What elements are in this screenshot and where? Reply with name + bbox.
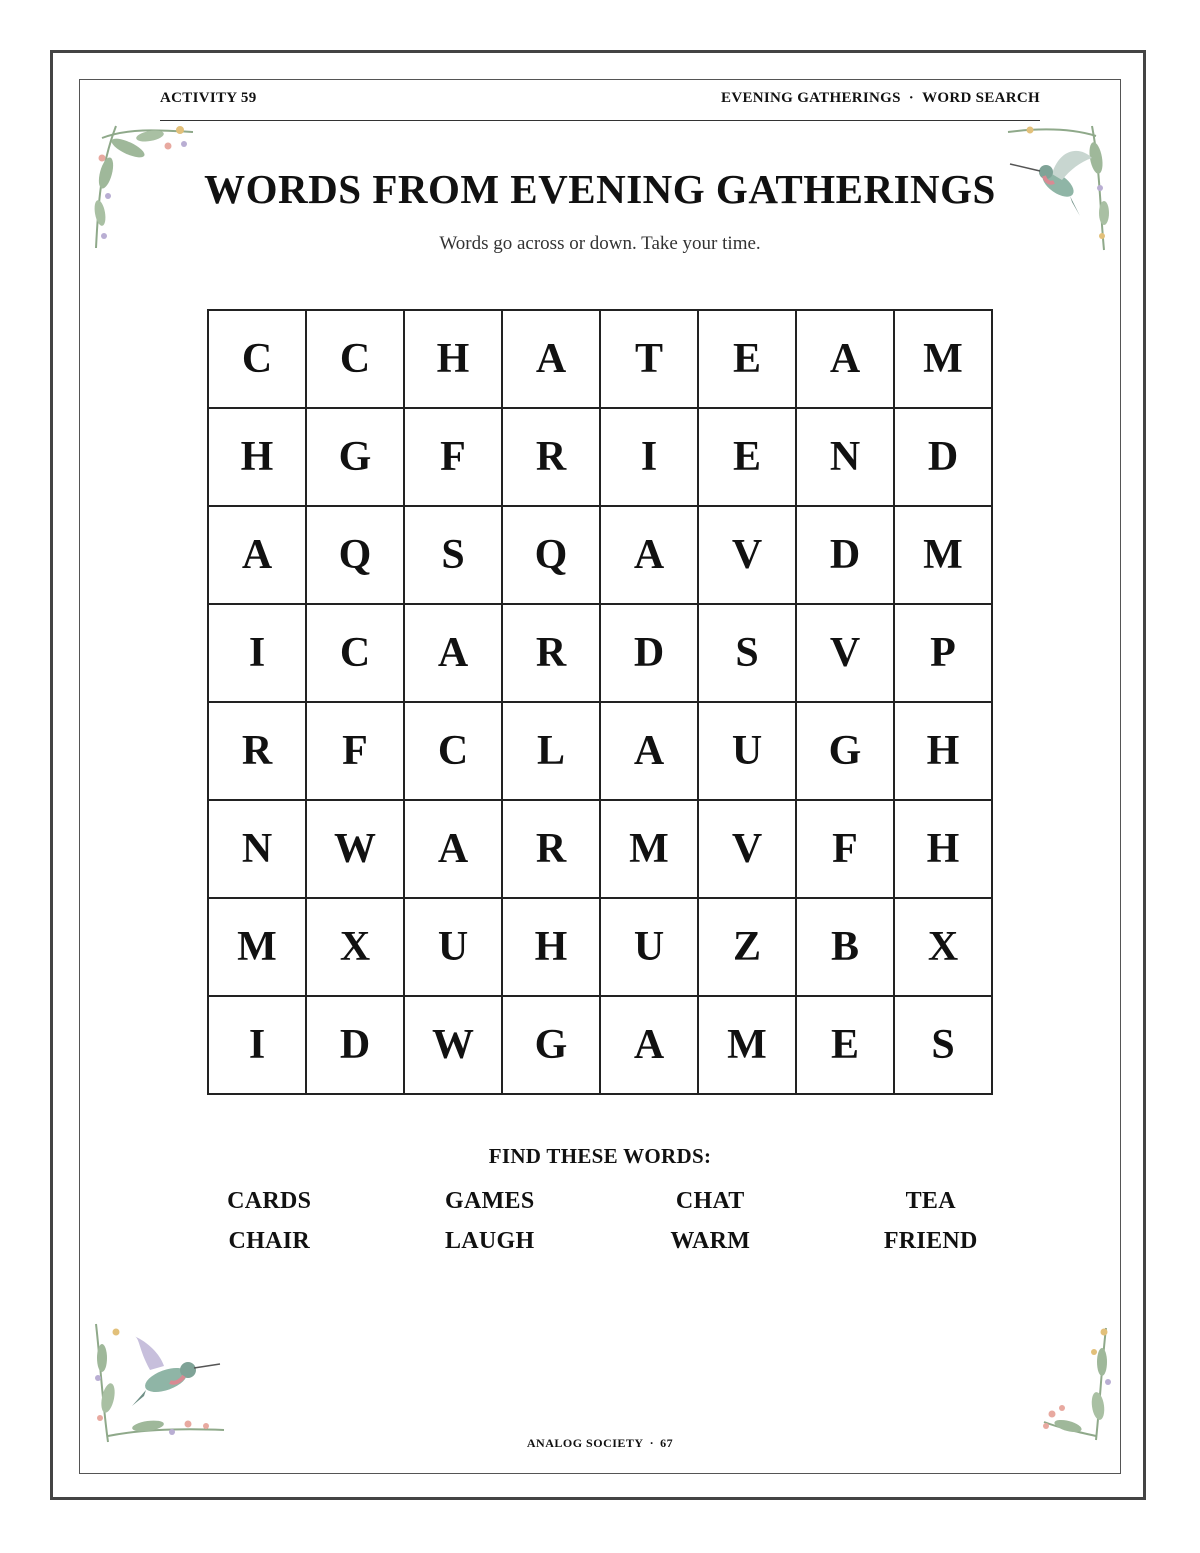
word-item: CARDS [227,1188,312,1214]
grid-cell[interactable]: C [208,310,306,408]
grid-cell[interactable]: S [404,506,502,604]
grid-cell[interactable]: E [698,408,796,506]
grid-cell[interactable]: C [404,702,502,800]
grid-cell[interactable]: X [894,898,992,996]
page-number: 67 [660,1436,674,1450]
word-list [159,1186,1041,1256]
grid-cell[interactable]: M [208,898,306,996]
grid-cell[interactable]: M [698,996,796,1094]
page-title: WORDS FROM EVENING GATHERINGS [204,166,996,212]
grid-cell[interactable]: V [698,506,796,604]
word-item: LAUGH [444,1228,535,1254]
header-separator: · [908,90,915,106]
page-footer [0,1436,1200,1451]
grid-cell[interactable]: A [600,702,698,800]
grid-cell[interactable]: H [404,310,502,408]
word-item: FRIEND [883,1228,978,1254]
grid-cell[interactable]: Q [306,506,404,604]
grid-cell[interactable]: I [600,408,698,506]
publisher-name: ANALOG SOCIETY [526,1436,644,1450]
grid-cell[interactable]: V [698,800,796,898]
grid-cell[interactable]: W [306,800,404,898]
grid-cell[interactable]: R [502,408,600,506]
word-search-grid[interactable] [207,309,993,1095]
grid-cell[interactable]: W [404,996,502,1094]
grid-cell[interactable]: B [796,898,894,996]
grid-cell[interactable]: I [208,604,306,702]
grid-cell[interactable]: H [894,800,992,898]
grid-cell[interactable]: A [796,310,894,408]
grid-cell[interactable]: D [894,408,992,506]
grid-cell[interactable]: U [404,898,502,996]
grid-cell[interactable]: U [600,898,698,996]
word-item: CHAIR [228,1228,310,1254]
word-list-heading: FIND THESE WORDS: [488,1144,712,1168]
footer-separator: · [649,1436,655,1450]
section-label: EVENING GATHERINGS [721,90,901,106]
word-item: CHAT [675,1188,745,1214]
word-item: TEA [905,1188,956,1214]
grid-cell[interactable]: G [796,702,894,800]
grid-cell[interactable]: T [600,310,698,408]
grid-cell[interactable]: S [698,604,796,702]
grid-cell[interactable]: M [894,506,992,604]
grid-cell[interactable]: A [600,506,698,604]
header-section [721,90,1040,107]
header-rule [160,120,1040,121]
grid-cell[interactable]: Q [502,506,600,604]
grid-cell[interactable]: D [796,506,894,604]
grid-cell[interactable]: R [502,800,600,898]
type-label: WORD SEARCH [922,90,1040,106]
grid-cell[interactable]: L [502,702,600,800]
grid-cell[interactable]: A [208,506,306,604]
grid-cell[interactable]: I [208,996,306,1094]
grid-cell[interactable]: G [502,996,600,1094]
hummingbird-icon [132,1336,220,1406]
grid-cell[interactable]: U [698,702,796,800]
word-item: GAMES [444,1188,535,1214]
grid-cell[interactable]: F [404,408,502,506]
grid-cell[interactable]: R [208,702,306,800]
grid-cell[interactable]: A [404,800,502,898]
grid-cell[interactable]: Z [698,898,796,996]
grid-cell[interactable]: C [306,604,404,702]
grid-cell[interactable]: F [306,702,404,800]
grid-cell[interactable]: H [502,898,600,996]
grid-cell[interactable]: P [894,604,992,702]
grid-cell[interactable]: D [306,996,404,1094]
grid-cell[interactable]: A [502,310,600,408]
grid-cell[interactable]: F [796,800,894,898]
grid-cell[interactable]: E [698,310,796,408]
grid-cell[interactable]: H [208,408,306,506]
word-item: WARM [670,1228,751,1254]
grid-cell[interactable]: N [208,800,306,898]
grid-cell[interactable]: N [796,408,894,506]
grid-cell[interactable]: X [306,898,404,996]
grid-cell[interactable]: V [796,604,894,702]
grid-cell[interactable]: M [894,310,992,408]
grid-cell[interactable]: D [600,604,698,702]
grid-cell[interactable]: C [306,310,404,408]
grid-cell[interactable]: A [404,604,502,702]
activity-label: ACTIVITY 59 [160,90,257,106]
grid-cell[interactable]: H [894,702,992,800]
hummingbird-bottom-left [88,1318,228,1446]
grid-cell[interactable]: G [306,408,404,506]
grid-cell[interactable]: M [600,800,698,898]
instructions: Words go across or down. Take your time. [439,233,761,254]
grid-cell[interactable]: R [502,604,600,702]
grid-cell[interactable]: A [600,996,698,1094]
grid-cell[interactable]: E [796,996,894,1094]
floral-corner-bottom-right [1038,1322,1114,1444]
grid-cell[interactable]: S [894,996,992,1094]
